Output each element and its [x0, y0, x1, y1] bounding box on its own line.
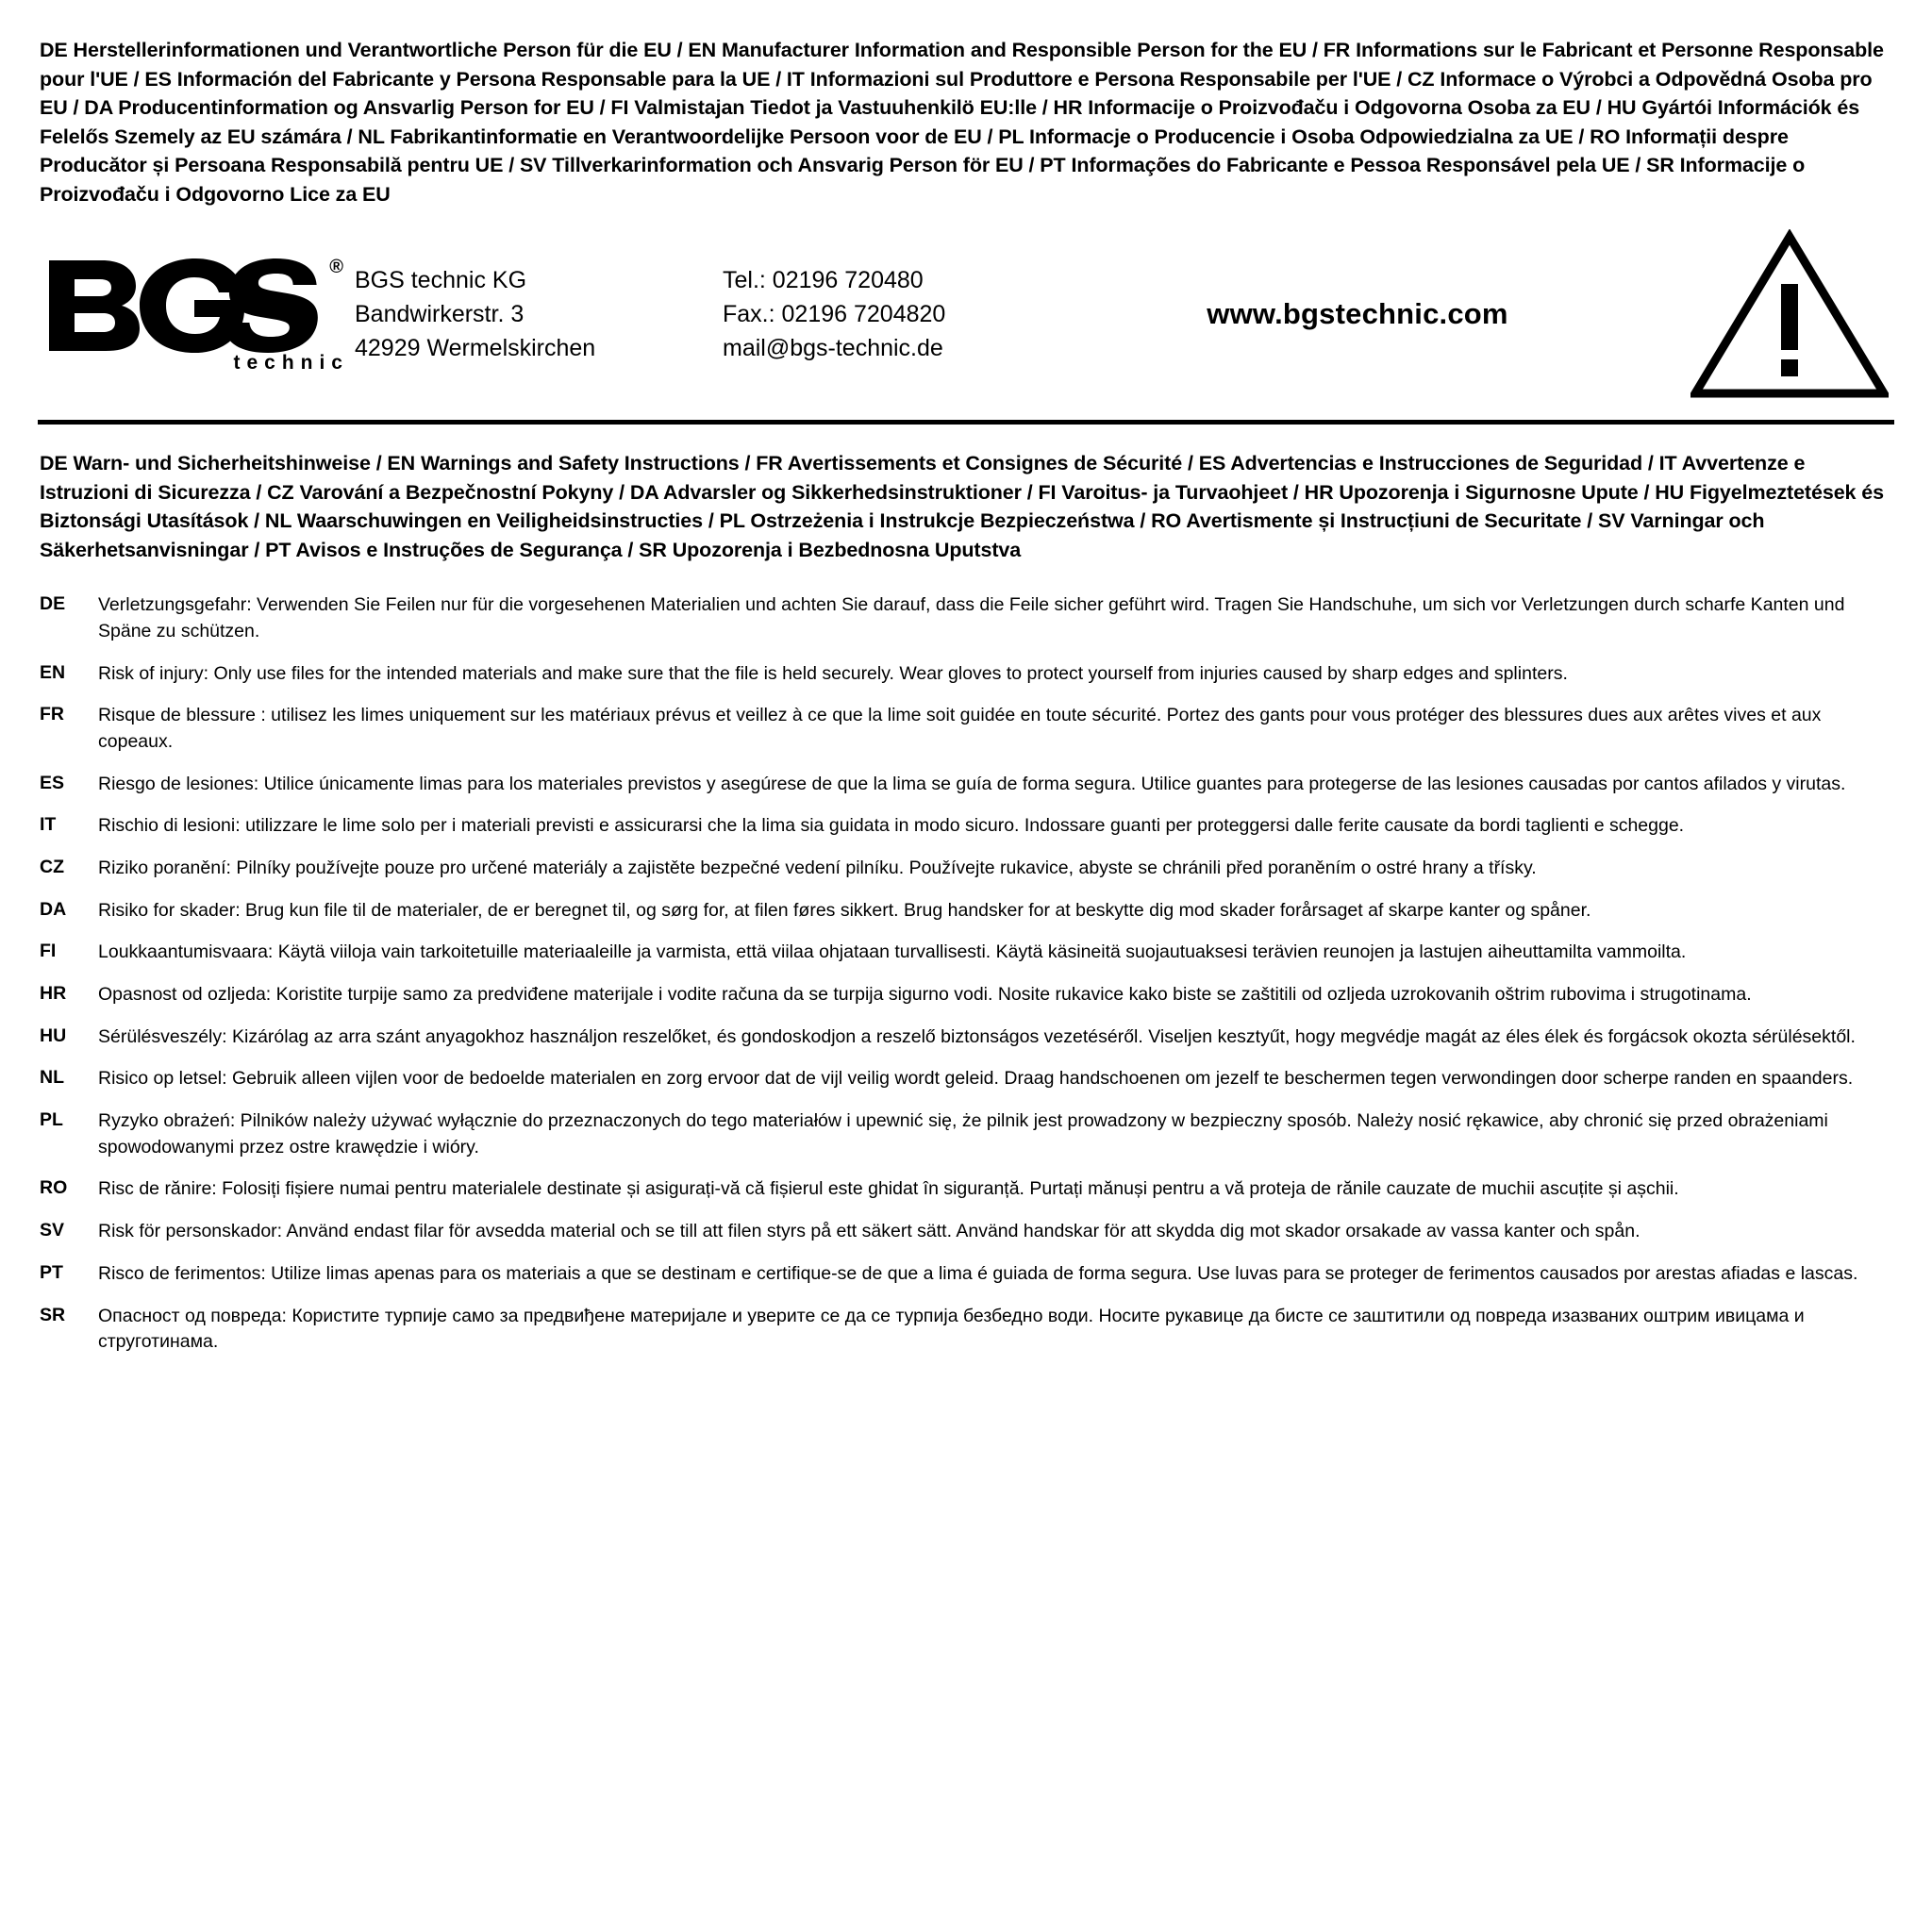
manufacturer-info-heading: DE Herstellerinformationen und Verantwortliche Person für die EU / EN Manufacturer Information and Responsible Person for the EU / FR Informations sur le Fabricant et Personne Responsable pour l'UE / ES Información del Fabricante y Persona Responsable para la UE / IT Informazioni sul Produttore e Persona Responsabile per l'UE / CZ Informace o Výrobci a Odpovědná Osoba pro EU / DA Producentinformation og Ansvarlig Person for EU / FI Valmistajan Tiedot ja Vastuuhenkilö EU:lle / HR Informacije o Proizvođaču i Odgovorna Osoba za EU / HU Gyártói Információk és Felelős Szemely az EU számára / NL Fabrikantinformatie en Verantwoordelijke Persoon voor de EU / PL Informacje o Producencie i Osoba Odpowiedzialna za UE / RO Informații despre Producător și Persoana Responsabilă pentru UE / SV Tillverkarinformation och Ansvarig Person för EU / PT Informações do Fabricante e Pessoa Responsável pela UE / SR Informacije o Proizvođaču i Odgovorno Lice za EU — [40, 39, 1884, 206]
warning-row-it — [40, 813, 1894, 840]
language-code: DA — [40, 898, 67, 920]
language-code: CZ — [40, 856, 64, 877]
language-code: PL — [40, 1109, 63, 1131]
warning-text: Опасност од повреда: Користите турпије само за предвиђене материјале и уверите се да се турпија безбедно води. Носите рукавице да бисте се заштитили од повреда изазваних оштрим ивицама и струготинама. — [98, 1305, 1805, 1353]
company-fax: Fax.: 02196 7204820 — [723, 300, 946, 327]
registered-trademark-icon: ® — [329, 256, 343, 277]
warning-text: Risco de ferimentos: Utilize limas apenas para os materiais a que se destinam e certifique-se de que a lima é guiada de forma segura. Use luvas para se proteger de ferimentos causados por arestas afiadas e lascas. — [98, 1262, 1858, 1284]
warning-row-sv — [40, 1219, 1894, 1245]
language-code: DE — [40, 593, 66, 615]
company-info-strip — [38, 229, 1894, 425]
language-code: HU — [40, 1024, 67, 1046]
warning-text: Risc de rănire: Folosiți fișiere numai pentru materialele destinate și asigurați-vă că fișierul este ghidat în siguranță. Purtați mănuși pentru a vă proteja de rănile cauzate de muchii ascuțite și așchii. — [98, 1178, 1679, 1200]
warning-triangle-icon — [1681, 229, 1894, 399]
warning-row-de — [40, 592, 1894, 644]
language-code: EN — [40, 661, 66, 683]
warning-row-pl — [40, 1108, 1894, 1160]
company-contact — [723, 263, 1034, 366]
warning-row-fi — [40, 940, 1894, 966]
company-street: Bandwirkerstr. 3 — [355, 300, 525, 327]
warning-row-hr — [40, 982, 1894, 1008]
language-code: IT — [40, 814, 57, 836]
warning-row-sr — [40, 1304, 1894, 1356]
company-website: www.bgstechnic.com — [1207, 297, 1508, 331]
warning-text: Rischio di lesioni: utilizzare le lime solo per i materiali previsti e assicurarsi che la lima sia guidata in modo sicuro. Indossare guanti per proteggersi dalle ferite causate da bordi taglienti e schegge. — [98, 815, 1685, 837]
warning-text: Risk of injury: Only use files for the intended materials and make sure that the file is held securely. Wear gloves to protect yourself from injuries caused by sharp edges and splinters. — [98, 662, 1568, 684]
language-code: SR — [40, 1304, 66, 1325]
warning-text: Verletzungsgefahr: Verwenden Sie Feilen nur für die vorgesehenen Materialien und achten Sie darauf, dass die Feile sicher geführt wird. Tragen Sie Handschuhe, um sich vor Verletzungen durch scharfe Kanten und Späne zu schützen. — [98, 594, 1845, 641]
warning-text: Loukkaantumisvaara: Käytä viiloja vain tarkoitetuille materiaaleille ja varmista, että viilaa ohjataan turvallisesti. Käytä käsineitä suojautuaksesi terävien reunojen ja lastujen aiheuttamilta vammoilta. — [98, 941, 1687, 963]
warning-row-cz — [40, 856, 1894, 882]
language-code: NL — [40, 1067, 64, 1089]
language-code: HR — [40, 983, 67, 1005]
warning-row-da — [40, 898, 1894, 924]
warning-row-pt — [40, 1261, 1894, 1288]
warning-row-ro — [40, 1176, 1894, 1203]
warning-row-en — [40, 661, 1894, 688]
warning-text: Risk för personskador: Använd endast filar för avsedda material och se till att filen styrs på ett säkert sätt. Använd handskar för att skydda dig mot skador orsakade av vassa kanter och spån. — [98, 1221, 1641, 1242]
bgs-logo — [38, 255, 355, 375]
company-tel: Tel.: 02196 720480 — [723, 266, 924, 293]
warning-text: Risiko for skader: Brug kun file til de materialer, de er beregnet til, og sørg for, at filen føres sikkert. Brug handsker for at beskytte dig mod skader forårsaget af skarpe kanter og spåner. — [98, 899, 1591, 921]
company-email: mail@bgs-technic.de — [723, 335, 943, 362]
warning-row-es — [40, 772, 1894, 798]
language-code: RO — [40, 1177, 68, 1199]
bgs-logo-subtitle: technic — [233, 351, 349, 374]
warning-text: Ryzyko obrażeń: Pilników należy używać wyłącznie do przeznaczonych do tego materiałów i upewnić się, że pilnik jest prowadzony w bezpieczny sposób. Należy nosić rękawice, aby chronić się przed obrażeniami spowodowanymi przez ostre krawędzie i wióry. — [98, 1110, 1828, 1158]
warning-text: Riziko poranění: Pilníky používejte pouze pro určené materiály a zajistěte bezpečné vedení pilníku. Používejte rukavice, abyste se chránili před poraněním o ostré hrany a třísky. — [98, 857, 1537, 878]
language-code: FR — [40, 704, 64, 725]
company-name: BGS technic KG — [355, 266, 527, 293]
warning-text: Risque de blessure : utilisez les limes uniquement sur les matériaux prévus et veillez à ce que la lime soit guidée en toute sécurité. Portez des gants pour vous protéger des blessures dues aux arêtes vives et aux copeaux. — [98, 705, 1822, 752]
warning-text: Risico op letsel: Gebruik alleen vijlen voor de bedoelde materialen en zorg ervoor dat de vijl veilig wordt geleid. Draag handschoenen om jezelf te beschermen tegen verwondingen door scherpe randen en spaanders. — [98, 1068, 1854, 1090]
warnings-heading: DE Warn- und Sicherheitshinweise / EN Warnings and Safety Instructions / FR Avertissements et Consignes de Sécurité / ES Advertencias e Instrucciones de Seguridad / IT Avvertenze e Istruzioni di Sicurezza / CZ Varování a Bezpečnostní Pokyny / DA Advarsler og Sikkerhedsinstruktioner / FI Varoitus- ja Turvaohjeet / HR Upozorenja i Sigurnosne Upute / HU Figyelmeztetések és Biztonsági Utasítások / NL Waarschuwingen en Veiligheidsinstructies / PL Ostrzeżenia i Instrukcje Bezpieczeństwa / RO Avertismente și Instrucțiuni de Securitate / SV Varningar och Säkerhetsanvisningar / PT Avisos e Instruções de Segurança / SR Upozorenja i Bezbednosna Uputstva — [40, 452, 1885, 561]
language-code: ES — [40, 772, 65, 793]
company-address — [355, 263, 723, 366]
company-city: 42929 Wermelskirchen — [355, 335, 596, 362]
language-code: FI — [40, 941, 57, 962]
language-code: SV — [40, 1220, 65, 1241]
warnings-list — [40, 592, 1894, 1356]
language-code: PT — [40, 1261, 63, 1283]
warning-row-fr — [40, 703, 1894, 755]
warning-row-nl — [40, 1066, 1894, 1092]
warning-text: Sérülésveszély: Kizárólag az arra szánt anyagokhoz használjon reszelőket, és gondoskodjon a reszelő biztonságos vezetéséről. Viseljen kesztyűt, hogy megvédje magát az éles élek és forgácsok okozta sérülésektől. — [98, 1025, 1856, 1047]
warning-row-hu — [40, 1024, 1894, 1051]
warning-text: Opasnost od ozljeda: Koristite turpije samo za predviđene materijale i vodite računa da se turpija sigurno vodi. Nosite rukavice kako biste se zaštitili od ozljeda uzrokovanih oštrim rubovima i strugotinama. — [98, 984, 1752, 1006]
warning-text: Riesgo de lesiones: Utilice únicamente limas para los materiales previstos y asegúrese de que la lima se guía de forma segura. Utilice guantes para protegerse de las lesiones causadas por cantos afilados y virutas. — [98, 773, 1846, 794]
bgs-logo-mark — [43, 255, 326, 353]
